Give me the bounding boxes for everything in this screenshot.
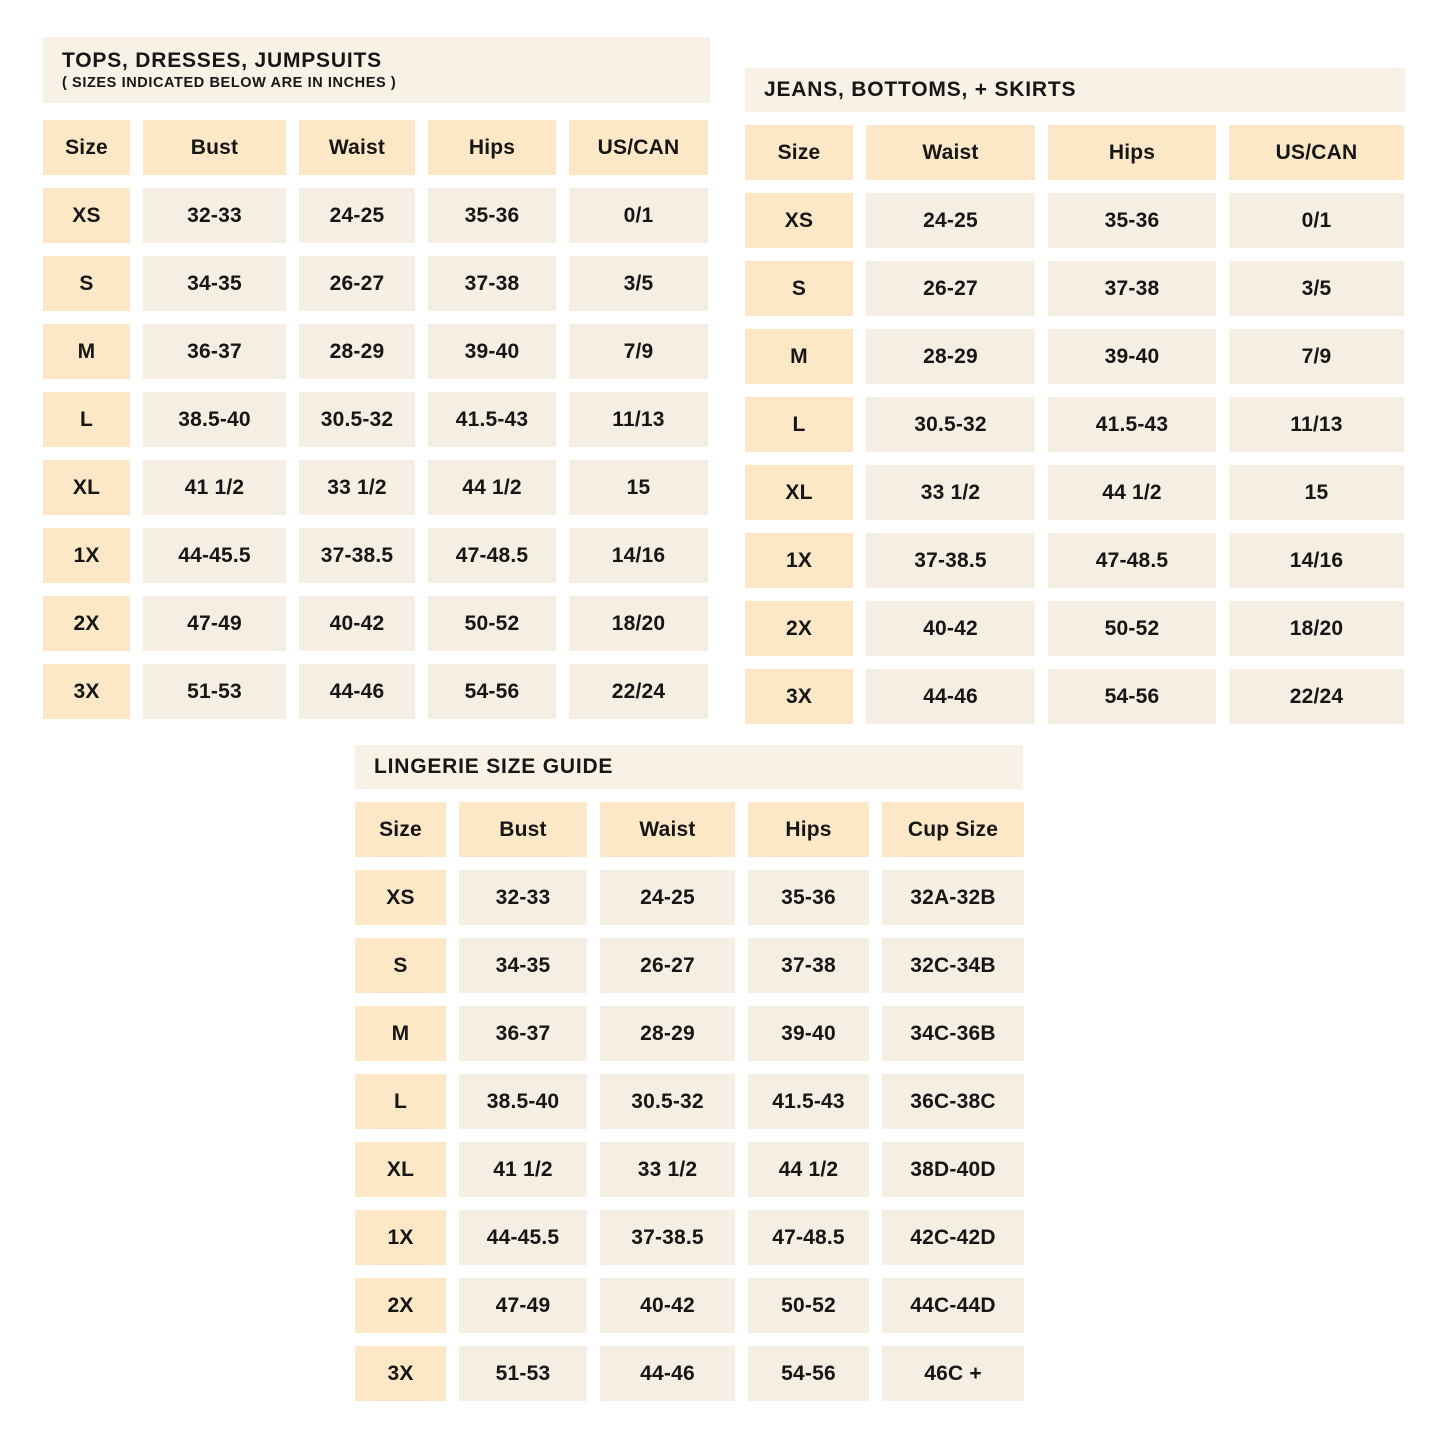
- size-table-lingerie: [355, 745, 1023, 1401]
- value-cell: 36-37: [459, 1006, 587, 1061]
- value-cell: 22/24: [569, 664, 708, 719]
- value-cell: 33 1/2: [866, 465, 1035, 520]
- value-cell: 34C-36B: [882, 1006, 1024, 1061]
- value-cell: 24-25: [866, 193, 1035, 248]
- value-cell: 39-40: [1048, 329, 1216, 384]
- size-label-cell: M: [745, 329, 853, 384]
- value-cell: 44C-44D: [882, 1278, 1024, 1333]
- value-cell: 36C-38C: [882, 1074, 1024, 1129]
- value-cell: 37-38: [748, 938, 869, 993]
- value-cell: 47-48.5: [748, 1210, 869, 1265]
- value-cell: 54-56: [748, 1346, 869, 1401]
- value-cell: 50-52: [1048, 601, 1216, 656]
- tops-title-banner: [43, 37, 710, 103]
- value-cell: 41.5-43: [1048, 397, 1216, 452]
- table-subtitle: ( SIZES INDICATED BELOW ARE IN INCHES ): [62, 75, 397, 91]
- value-cell: 37-38: [428, 256, 556, 311]
- size-label-cell: M: [43, 324, 130, 379]
- column-header-size: Size: [43, 120, 130, 175]
- tops-size-grid: [43, 120, 710, 719]
- value-cell: 42C-42D: [882, 1210, 1024, 1265]
- value-cell: 15: [1229, 465, 1404, 520]
- value-cell: 18/20: [569, 596, 708, 651]
- value-cell: 18/20: [1229, 601, 1404, 656]
- column-header-size: Size: [355, 802, 446, 857]
- value-cell: 37-38.5: [866, 533, 1035, 588]
- size-label-cell: XS: [745, 193, 853, 248]
- value-cell: 7/9: [569, 324, 708, 379]
- value-cell: 33 1/2: [299, 460, 415, 515]
- value-cell: 39-40: [428, 324, 556, 379]
- size-label-cell: XS: [355, 870, 446, 925]
- size-label-cell: 1X: [43, 528, 130, 583]
- size-label-cell: L: [745, 397, 853, 452]
- column-header-bust: Bust: [459, 802, 587, 857]
- value-cell: 41 1/2: [459, 1142, 587, 1197]
- column-header-hips: Hips: [428, 120, 556, 175]
- size-label-cell: XL: [43, 460, 130, 515]
- value-cell: 26-27: [866, 261, 1035, 316]
- column-header-cup-size: Cup Size: [882, 802, 1024, 857]
- size-table-jeans-bottoms-skirts: [745, 68, 1405, 724]
- value-cell: 50-52: [748, 1278, 869, 1333]
- size-label-cell: S: [355, 938, 446, 993]
- value-cell: 50-52: [428, 596, 556, 651]
- value-cell: 37-38.5: [299, 528, 415, 583]
- table-title: LINGERIE SIZE GUIDE: [374, 755, 614, 778]
- value-cell: 47-49: [459, 1278, 587, 1333]
- value-cell: 41 1/2: [143, 460, 286, 515]
- value-cell: 51-53: [143, 664, 286, 719]
- value-cell: 44-45.5: [459, 1210, 587, 1265]
- value-cell: 47-49: [143, 596, 286, 651]
- value-cell: 30.5-32: [866, 397, 1035, 452]
- size-label-cell: 2X: [43, 596, 130, 651]
- value-cell: 28-29: [299, 324, 415, 379]
- value-cell: 44 1/2: [748, 1142, 869, 1197]
- value-cell: 28-29: [866, 329, 1035, 384]
- size-label-cell: XL: [355, 1142, 446, 1197]
- value-cell: 32A-32B: [882, 870, 1024, 925]
- column-header-waist: Waist: [299, 120, 415, 175]
- column-header-bust: Bust: [143, 120, 286, 175]
- column-header-us-can: US/CAN: [1229, 125, 1404, 180]
- value-cell: 36-37: [143, 324, 286, 379]
- lingerie-title-banner: [355, 745, 1023, 789]
- value-cell: 51-53: [459, 1346, 587, 1401]
- value-cell: 38D-40D: [882, 1142, 1024, 1197]
- value-cell: 32-33: [459, 870, 587, 925]
- value-cell: 44 1/2: [1048, 465, 1216, 520]
- value-cell: 38.5-40: [143, 392, 286, 447]
- value-cell: 35-36: [1048, 193, 1216, 248]
- size-label-cell: XL: [745, 465, 853, 520]
- value-cell: 33 1/2: [600, 1142, 735, 1197]
- size-table-tops-dresses-jumpsuits: [43, 37, 710, 719]
- value-cell: 44-46: [866, 669, 1035, 724]
- value-cell: 30.5-32: [299, 392, 415, 447]
- value-cell: 11/13: [1229, 397, 1404, 452]
- size-label-cell: M: [355, 1006, 446, 1061]
- value-cell: 32-33: [143, 188, 286, 243]
- size-label-cell: S: [745, 261, 853, 316]
- value-cell: 40-42: [600, 1278, 735, 1333]
- size-label-cell: S: [43, 256, 130, 311]
- value-cell: 24-25: [299, 188, 415, 243]
- table-title: JEANS, BOTTOMS, + SKIRTS: [764, 78, 1077, 101]
- value-cell: 26-27: [600, 938, 735, 993]
- jeans-size-grid: [745, 125, 1405, 724]
- value-cell: 47-48.5: [1048, 533, 1216, 588]
- value-cell: 32C-34B: [882, 938, 1024, 993]
- value-cell: 54-56: [428, 664, 556, 719]
- value-cell: 34-35: [459, 938, 587, 993]
- value-cell: 30.5-32: [600, 1074, 735, 1129]
- column-header-waist: Waist: [866, 125, 1035, 180]
- value-cell: 46C +: [882, 1346, 1024, 1401]
- column-header-hips: Hips: [748, 802, 869, 857]
- value-cell: 7/9: [1229, 329, 1404, 384]
- value-cell: 37-38.5: [600, 1210, 735, 1265]
- value-cell: 28-29: [600, 1006, 735, 1061]
- lingerie-size-grid: [355, 802, 1023, 1401]
- value-cell: 37-38: [1048, 261, 1216, 316]
- value-cell: 0/1: [569, 188, 708, 243]
- value-cell: 41.5-43: [748, 1074, 869, 1129]
- value-cell: 54-56: [1048, 669, 1216, 724]
- size-label-cell: L: [43, 392, 130, 447]
- value-cell: 44 1/2: [428, 460, 556, 515]
- value-cell: 38.5-40: [459, 1074, 587, 1129]
- value-cell: 14/16: [569, 528, 708, 583]
- size-label-cell: 2X: [355, 1278, 446, 1333]
- value-cell: 11/13: [569, 392, 708, 447]
- column-header-waist: Waist: [600, 802, 735, 857]
- size-label-cell: 1X: [745, 533, 853, 588]
- size-label-cell: 1X: [355, 1210, 446, 1265]
- size-label-cell: 2X: [745, 601, 853, 656]
- jeans-title-banner: [745, 68, 1405, 112]
- size-label-cell: L: [355, 1074, 446, 1129]
- column-header-size: Size: [745, 125, 853, 180]
- value-cell: 35-36: [428, 188, 556, 243]
- value-cell: 35-36: [748, 870, 869, 925]
- value-cell: 47-48.5: [428, 528, 556, 583]
- value-cell: 44-46: [299, 664, 415, 719]
- size-label-cell: XS: [43, 188, 130, 243]
- column-header-us-can: US/CAN: [569, 120, 708, 175]
- value-cell: 44-45.5: [143, 528, 286, 583]
- value-cell: 0/1: [1229, 193, 1404, 248]
- size-label-cell: 3X: [355, 1346, 446, 1401]
- size-label-cell: 3X: [43, 664, 130, 719]
- value-cell: 3/5: [569, 256, 708, 311]
- column-header-hips: Hips: [1048, 125, 1216, 180]
- value-cell: 40-42: [299, 596, 415, 651]
- value-cell: 22/24: [1229, 669, 1404, 724]
- table-title: TOPS, DRESSES, JUMPSUITS: [62, 49, 382, 72]
- value-cell: 41.5-43: [428, 392, 556, 447]
- value-cell: 44-46: [600, 1346, 735, 1401]
- value-cell: 34-35: [143, 256, 286, 311]
- value-cell: 15: [569, 460, 708, 515]
- value-cell: 26-27: [299, 256, 415, 311]
- value-cell: 14/16: [1229, 533, 1404, 588]
- value-cell: 39-40: [748, 1006, 869, 1061]
- value-cell: 24-25: [600, 870, 735, 925]
- size-label-cell: 3X: [745, 669, 853, 724]
- value-cell: 40-42: [866, 601, 1035, 656]
- value-cell: 3/5: [1229, 261, 1404, 316]
